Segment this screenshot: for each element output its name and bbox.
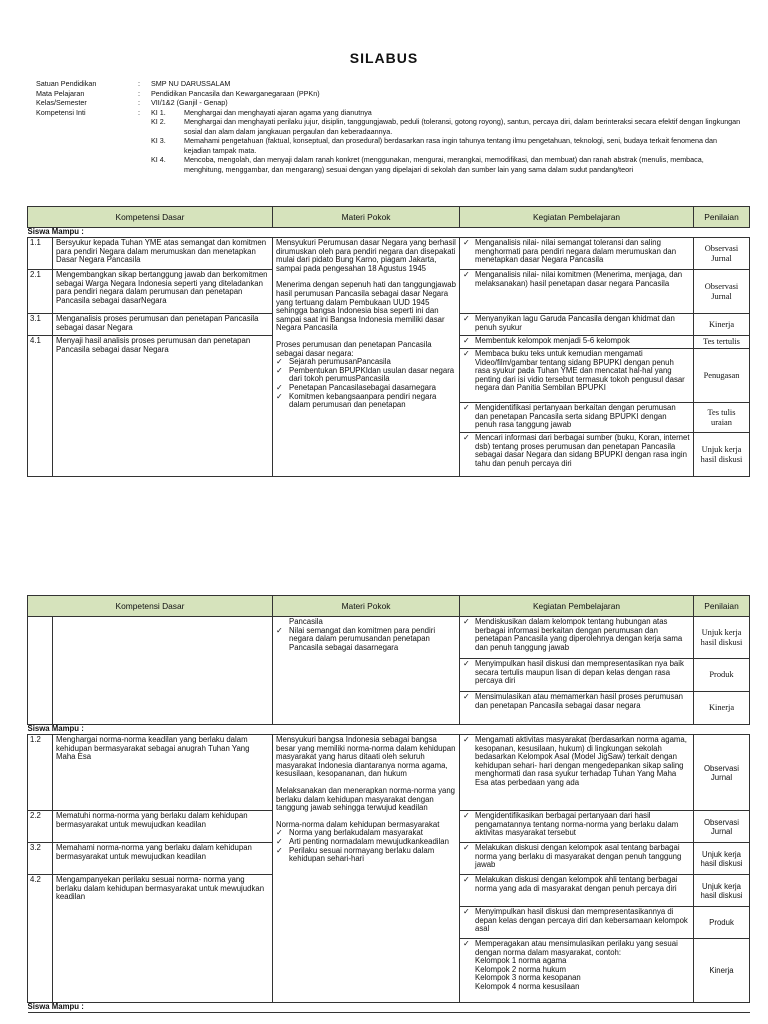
kegiatan-text: Mengidentifikasi pertanyaan berkaitan dengan perumusan dan penetapan Pancasila serta sidang BPUPKI dengan penuh rasa tanggung jawab bbox=[475, 403, 676, 430]
check-icon: ✓ bbox=[463, 659, 470, 668]
siswa-row bbox=[28, 725, 750, 735]
list-item bbox=[276, 393, 456, 410]
list-text: Penetapan Pancasilasebagai dasarnegara bbox=[289, 382, 436, 392]
kegiatan-text: Memperagakan atau mensimulasikan perilaku yang sesuai dengan norma dalam masyarakat, contoh: bbox=[475, 939, 678, 957]
kegiatan-cell bbox=[460, 735, 694, 811]
header-kd: Kompetensi Dasar bbox=[28, 207, 273, 228]
check-icon: ✓ bbox=[276, 845, 283, 855]
materi-paragraph: Menerima dengan sepenuh hati dan tanggungjawab hasil perumusan Pancasila sebagai dasar Negara yang tertuang dalam Pembukaan UUD 1945 sehingga bangsa Indonesia bisa seperti ini dan sampai saat ini Bangsa Indonesia memiliki dasar Negara Pancasila bbox=[276, 280, 456, 333]
kegiatan-cell bbox=[460, 433, 694, 477]
check-icon: ✓ bbox=[463, 843, 470, 852]
list-text: Perilaku sesuai normayang berlaku dalam kehidupan sehari-hari bbox=[289, 845, 435, 864]
penilaian-cell: Observasi Jurnal bbox=[694, 735, 750, 811]
header-materi: Materi Pokok bbox=[273, 596, 460, 617]
check-icon: ✓ bbox=[276, 382, 283, 392]
check-icon: ✓ bbox=[463, 735, 470, 744]
ki-text: Menghargai dan menghayati ajaran agama yang dianutnya bbox=[184, 107, 372, 117]
kd-number: 1.1 bbox=[28, 238, 53, 270]
kegiatan-cell bbox=[460, 659, 694, 692]
list-item bbox=[276, 847, 456, 864]
kegiatan-text: Menganalisis nilai- nilai semangat toleransi dan saling menghormati para pendiri negara dalam merumuskan dan menetapkan dasar Negara Pancasila bbox=[475, 238, 677, 265]
kelompok-line: Kelompok 4 norma kesusilaan bbox=[475, 981, 580, 991]
meta-label: Kompetensi Inti bbox=[36, 107, 86, 117]
check-icon: ✓ bbox=[463, 907, 470, 916]
kegiatan-text: Menyanyikan lagu Garuda Pancasila dengan khidmat dan penuh syukur bbox=[475, 314, 675, 332]
ki-number: KI 2. bbox=[151, 117, 166, 126]
colon: : bbox=[138, 98, 140, 107]
kegiatan-cell bbox=[460, 314, 694, 336]
check-icon: ✓ bbox=[463, 270, 470, 279]
meta-kelas bbox=[36, 98, 751, 108]
meta-value: SMP NU DARUSSALAM bbox=[151, 79, 231, 88]
kegiatan-cell bbox=[460, 270, 694, 314]
ki-number: KI 1. bbox=[151, 107, 166, 117]
kd-text: Menghargai norma-norma keadilan yang berlaku dalam kehidupan bermasyarakat sebagai anugrah Tuhan Yang Maha Esa bbox=[53, 735, 273, 811]
syllabus-table-2 bbox=[27, 595, 750, 1013]
kegiatan-cell bbox=[460, 811, 694, 843]
table-header bbox=[28, 207, 750, 228]
ki-number: KI 3. bbox=[151, 136, 166, 145]
penilaian-cell: Observasi Jurnal bbox=[694, 811, 750, 843]
kd-number: 1.2 bbox=[28, 735, 53, 811]
penilaian-cell: Tes tulis uraian bbox=[694, 403, 750, 433]
check-icon: ✓ bbox=[276, 365, 283, 375]
materi-paragraph: Mensyukuri Perumusan dasar Negara yang berhasil dirumuskan oleh para pendiri negara dan disepakati mulai dari pidato Bung Karno, piagam Jakarta, sampai pada pengesahan 18 Agustus 1945 bbox=[276, 238, 456, 273]
kd-text bbox=[53, 617, 273, 725]
check-icon: ✓ bbox=[463, 349, 470, 358]
header-penilaian: Penilaian bbox=[694, 596, 750, 617]
check-icon: ✓ bbox=[463, 336, 470, 345]
kegiatan-text: Mencari informasi dari berbagai sumber (buku, Koran, internet dsb) tentang proses perumusan dan penetapan Pancasila sebagai dasar Negara dan sidang BPUPKI dengan rasa ingin tahu dan penuh percaya diri bbox=[475, 433, 690, 468]
materi-cell bbox=[273, 735, 460, 1003]
kegiatan-cell bbox=[460, 875, 694, 907]
list-text: Nilai semangat dan komitmen para pendiri negara dalam perumusandan penetapan Pancasila sebagai dasarnegara bbox=[289, 625, 436, 652]
penilaian-cell: Produk bbox=[694, 659, 750, 692]
penilaian-cell: Penugasan bbox=[694, 349, 750, 403]
kelompok-line: Kelompok 1 norma agama bbox=[475, 956, 567, 966]
identity-block bbox=[36, 79, 751, 174]
penilaian-cell: Kinerja bbox=[694, 692, 750, 725]
list-text: Komitmen kebangsaanpara pendiri negara dalam perumusan dan penetapan bbox=[289, 391, 437, 410]
kd-text: Mengembangkan sikap bertanggung jawab dan berkomitmen sebagai Warga Negara Indonesia seperti yang diteladankan para pendiri negara dalam perumusan dan penetapan Pancasila sebagai dasarNegara bbox=[53, 270, 273, 314]
ki-item bbox=[151, 108, 751, 118]
penilaian-cell: Kinerja bbox=[694, 939, 750, 1003]
check-icon: ✓ bbox=[463, 238, 470, 247]
kegiatan-cell bbox=[460, 617, 694, 659]
materi-list bbox=[276, 829, 456, 863]
kegiatan-text: Mendiskusikan dalam kelompok tentang hubungan atas berbagai informasi berkaitan dengan perumusan dan penetapan Pancasila yang diperolehnya dengan kerja sama dan penuh tanggung jawab bbox=[475, 617, 683, 652]
list-item bbox=[276, 367, 456, 384]
kegiatan-text: Membentuk kelompok menjadi 5-6 kelompok bbox=[475, 336, 630, 345]
penilaian-cell: Unjuk kerja hasil diskusi bbox=[694, 843, 750, 875]
list-text: Pembentukan BPUPKIdan usulan dasar negara dari tokoh perumusPancasila bbox=[289, 365, 455, 384]
ki-text: Menghargai dan menghayati perilaku jujur, disiplin, tanggungjawab, peduli (toleransi, gotong royong), santun, percaya diri, dalam berinteraksi secara efektif dengan lingkungan sosial dan alam dalam jangkauan pergaulan dan keberadaannya. bbox=[184, 117, 741, 136]
check-icon: ✓ bbox=[276, 625, 283, 635]
meta-ki bbox=[36, 108, 751, 175]
kd-text: Menganalisis proses perumusan dan penetapan Pancasila sebagai dasar Negara bbox=[53, 314, 273, 336]
ki-text: Memahami pengetahuan (faktual, konseptual, dan prosedural) berdasarkan rasa ingin tahunya tentang ilmu pengetahuan, teknologi, seni, budaya terkait fenomena dan kejadian tampak mata. bbox=[184, 136, 718, 155]
materi-paragraph: Pancasila bbox=[289, 617, 323, 626]
kelompok-list bbox=[463, 957, 690, 991]
penilaian-cell: Kinerja bbox=[694, 314, 750, 336]
kegiatan-cell bbox=[460, 349, 694, 403]
header-kegiatan: Kegiatan Pembelajaran bbox=[460, 596, 694, 617]
kegiatan-cell bbox=[460, 692, 694, 725]
kegiatan-cell bbox=[460, 907, 694, 939]
kegiatan-cell bbox=[460, 843, 694, 875]
siswa-label: Siswa Mampu : bbox=[28, 1003, 750, 1013]
table-row bbox=[28, 617, 750, 659]
check-icon: ✓ bbox=[463, 692, 470, 701]
check-icon: ✓ bbox=[463, 617, 470, 626]
check-icon: ✓ bbox=[276, 836, 283, 846]
kd-text: Bersyukur kepada Tuhan YME atas semangat dan komitmen para pendiri Negara dalam merumuskan dan menetapkan Dasar Negara Pancasila bbox=[53, 238, 273, 270]
materi-paragraph: Mensyukuri bangsa Indonesia sebagai bangsa besar yang memiliki norma-norma dalam kehidupan masyarakat yang harus ditaati oleh seluruh masyarakat Indonesia diantaranya norma agama, kesusilaan, kesopananan, dan hukum bbox=[276, 735, 456, 779]
kd-text: Mengampanyekan perilaku sesuai norma- norma yang berlaku dalam kehidupan bermasyarakat untuk mewujudkan keadilan bbox=[53, 875, 273, 1003]
kd-number bbox=[28, 617, 53, 725]
penilaian-cell: Observasi Jurnal bbox=[694, 270, 750, 314]
check-icon: ✓ bbox=[463, 314, 470, 323]
check-icon: ✓ bbox=[463, 433, 470, 442]
kelompok-line: Kelompok 3 norma kesopanan bbox=[475, 973, 581, 983]
kegiatan-text: Melakukan diskusi dengan kelompok asal tentang barbagai norma yang berlaku di masyarakat dengan penuh tanggung jawab bbox=[475, 843, 682, 870]
materi-paragraph: Proses perumusan dan penetapan Pancasila sebagai dasar negara: bbox=[276, 339, 432, 358]
check-icon: ✓ bbox=[463, 875, 470, 884]
kd-number: 2.2 bbox=[28, 811, 53, 843]
kd-number: 3.1 bbox=[28, 314, 53, 336]
penilaian-cell: Produk bbox=[694, 907, 750, 939]
penilaian-cell: Observasi Jurnal bbox=[694, 238, 750, 270]
siswa-label: Siswa Mampu : bbox=[28, 725, 750, 735]
check-icon: ✓ bbox=[463, 403, 470, 412]
kd-text: Memahami norma-norma yang berlaku dalam kehidupan bermasyarakat untuk mewujudkan keadilan bbox=[53, 843, 273, 875]
check-icon: ✓ bbox=[276, 391, 283, 401]
check-icon: ✓ bbox=[276, 828, 283, 838]
list-text: Norma yang berlakudalam masyarakat bbox=[289, 828, 423, 838]
kd-number: 4.1 bbox=[28, 336, 53, 477]
ki-list bbox=[151, 108, 751, 175]
meta-mapel bbox=[36, 89, 751, 99]
colon: : bbox=[138, 79, 140, 88]
kegiatan-cell bbox=[460, 403, 694, 433]
header-kegiatan: Kegiatan Pembelajaran bbox=[460, 207, 694, 228]
meta-label: Kelas/Semester bbox=[36, 98, 87, 107]
ki-text: Mencoba, mengolah, dan menyaji dalam ranah konkret (menggunakan, mengurai, merangkai, memodifikasi, dan membuat) dan ranah abstrak (menulis, membaca, menghitung, menggambar, dan mengarang) sesuai dengan yang dipelajari di sekolah dan sumber lain yang sama dalam sudut pandang/teori bbox=[184, 155, 704, 174]
meta-value: VII/1&2 (Ganjil - Genap) bbox=[151, 98, 228, 107]
meta-value: Pendidikan Pancasila dan Kewarganegaraan (PPKn) bbox=[151, 88, 320, 98]
ki-item bbox=[151, 136, 751, 155]
siswa-row bbox=[28, 1003, 750, 1013]
kegiatan-text: Membaca buku teks untuk kemudian mengamati Video/film/gambar tentang sidang BPUPKI dengan penuh rasa syukur pada Tuhan YME dan mencatat hal-hal yang penting dari isi vidio tersebut termasuk tokoh pengusul dasar negara dan Panitia Sembilan BPUPKI bbox=[475, 349, 685, 393]
table-row bbox=[28, 238, 750, 270]
colon: : bbox=[138, 107, 140, 117]
meta-label: Satuan Pendidikan bbox=[36, 79, 97, 88]
kegiatan-text: Menyimpulkan hasil diskusi dan mempresentasikan nya baik secara tertulis maupun lisan di depan kelas dengan rasa percaya diri bbox=[475, 659, 684, 686]
ki-number: KI 4. bbox=[151, 155, 166, 164]
document-title: SILABUS bbox=[349, 50, 419, 66]
header-kd: Kompetensi Dasar bbox=[28, 596, 273, 617]
kegiatan-cell bbox=[460, 238, 694, 270]
syllabus-table-1 bbox=[27, 206, 750, 477]
meta-label: Mata Pelajaran bbox=[36, 88, 85, 98]
kegiatan-text: Mensimulasikan atau memamerkan hasil proses perumusan dan penetapan Pancasila sebagai dasar negara bbox=[475, 692, 684, 710]
kd-text: Menyaji hasil analisis proses perumusan dan penetapan Pancasila sebagai dasar Negara bbox=[53, 336, 273, 477]
penilaian-cell: Unjuk kerja hasil diskusi bbox=[694, 875, 750, 907]
kegiatan-text: Mengidentifikasikan berbagai pertanyaan dari hasil pengamatannya tentang norma-norma yang berlaku dalam aktivitas masyarakat tersebut bbox=[475, 811, 679, 838]
ki-item bbox=[151, 155, 751, 174]
materi-list bbox=[276, 358, 456, 410]
penilaian-cell: Unjuk kerja hasil diskusi bbox=[694, 433, 750, 477]
materi-list bbox=[276, 627, 456, 653]
kd-text: Mematuhi norma-norma yang berlaku dalam kehidupan bermasyarakat untuk mewujudkan keadilan bbox=[53, 811, 273, 843]
list-item bbox=[276, 627, 456, 653]
header-materi: Materi Pokok bbox=[273, 207, 460, 228]
kd-number: 2.1 bbox=[28, 270, 53, 314]
ki-item bbox=[151, 117, 751, 136]
kegiatan-text: Menganalisis nilai- nilai komitmen (Menerima, menjaga, dan melaksanakan) hasil penetapan dasar negara Pancasila bbox=[475, 270, 683, 288]
table-row bbox=[28, 735, 750, 811]
materi-paragraph: Melaksanakan dan menerapkan norma-norma yang berlaku dalam kehidupan masyarakat dengan tanggung jawab sehingga terwujud keadilan bbox=[276, 785, 455, 813]
siswa-label: Siswa Mampu : bbox=[28, 228, 750, 238]
kegiatan-text: Melakukan diskusi dengan kelompok ahli tentang berbagai norma yang ada di masyarakat dengan penuh percaya diri bbox=[475, 875, 678, 893]
kegiatan-cell bbox=[460, 336, 694, 349]
penilaian-cell: Unjuk kerja hasil diskusi bbox=[694, 617, 750, 659]
materi-paragraph: Norma-norma dalam kehidupan bermasyarakat bbox=[276, 819, 440, 829]
header-penilaian: Penilaian bbox=[694, 207, 750, 228]
kegiatan-text: Menyimpulkan hasil diskusi dan mempresentasikannya di depan kelas dengan percaya diri dan kebersamaan kelompok asal bbox=[475, 907, 688, 934]
kegiatan-cell bbox=[460, 939, 694, 1003]
materi-cell bbox=[273, 617, 460, 725]
materi-cell bbox=[273, 238, 460, 477]
siswa-row bbox=[28, 228, 750, 238]
kd-number: 3.2 bbox=[28, 843, 53, 875]
meta-satuan bbox=[36, 79, 751, 89]
list-text: Arti penting normadalam mewujudkankeadilan bbox=[289, 836, 449, 846]
penilaian-cell: Tes tertulis bbox=[694, 336, 750, 349]
kegiatan-text: Mengamati aktivitas masyarakat (berdasarkan norma agama, kesopanan, kesusilaan, hukum) di lingkungan sekolah bedasarkan Kelompok Asal (Model JigSaw) terkait dengan kehidupan sehari- hari dengan mengedepankan sikap saling menghormati dan rasa syukur terhadap Tuhan Yang Maha Esa atas perbedaan yang ada bbox=[475, 735, 687, 787]
check-icon: ✓ bbox=[463, 811, 470, 820]
list-text: Sejarah perumusanPancasila bbox=[289, 357, 391, 367]
kd-number: 4.2 bbox=[28, 875, 53, 1003]
kelompok-line: Kelompok 2 norma hukum bbox=[475, 964, 567, 974]
colon: : bbox=[138, 88, 140, 98]
table-header bbox=[28, 596, 750, 617]
check-icon: ✓ bbox=[276, 357, 283, 367]
check-icon: ✓ bbox=[463, 939, 470, 948]
